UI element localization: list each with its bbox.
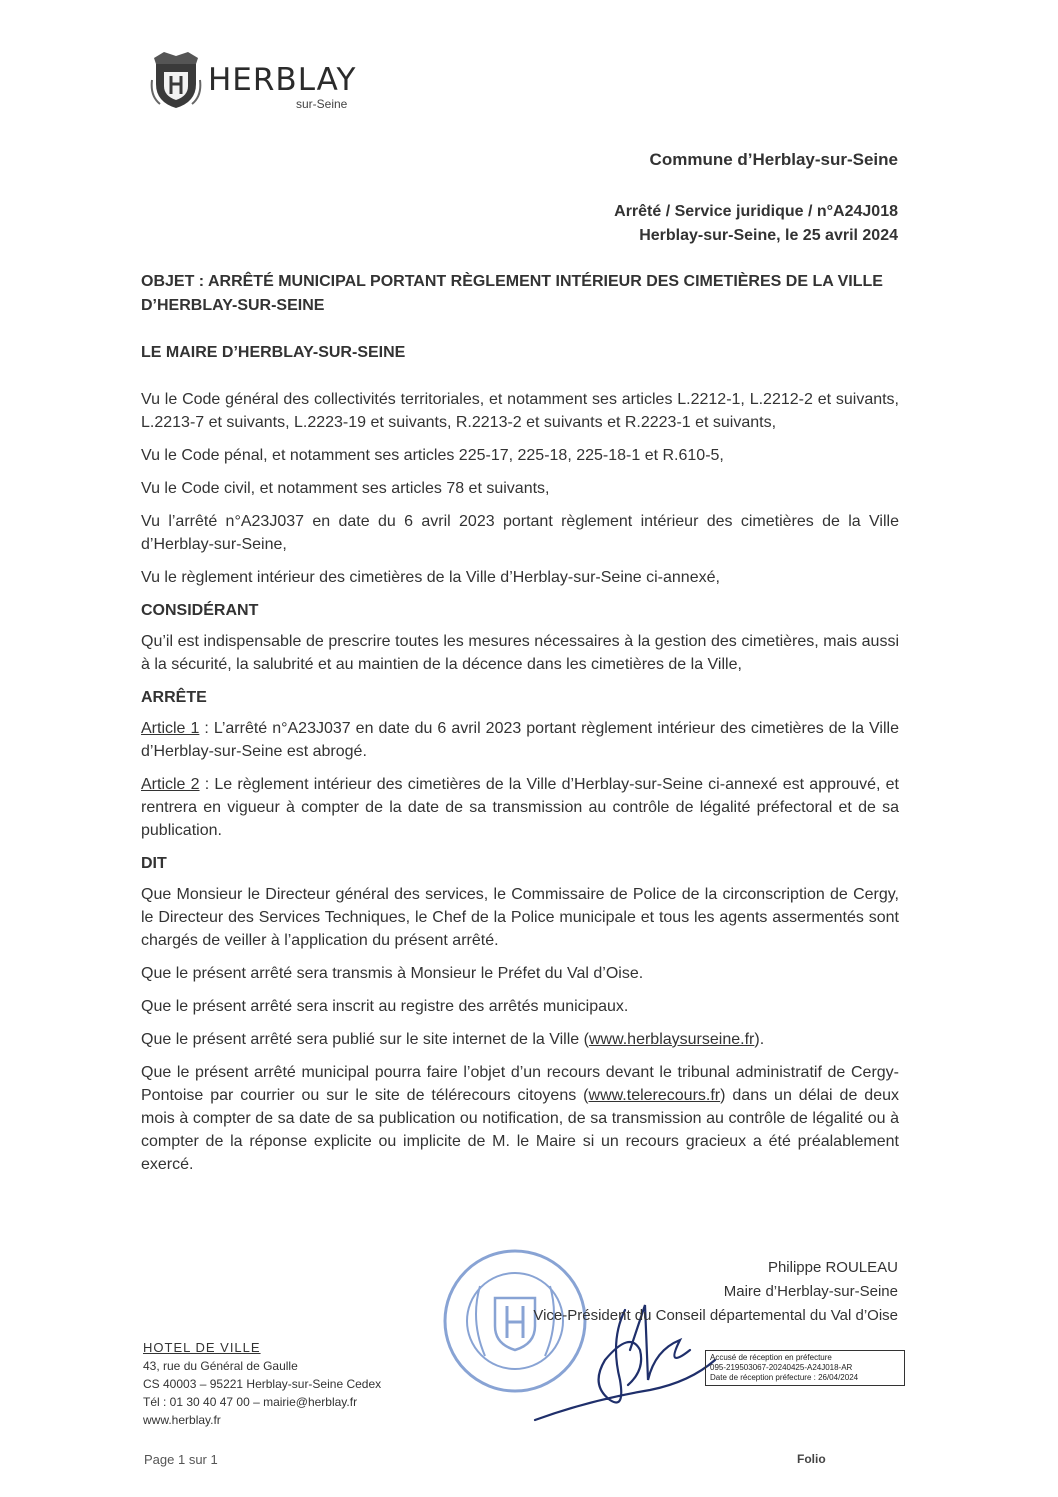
commune-name: Commune d’Herblay-sur-Seine (649, 150, 898, 169)
publication-paragraph: Que le présent arrêté sera publié sur le site internet de la Ville (www.herblaysurseine.fr). (141, 1031, 765, 1048)
article-paragraph (141, 717, 899, 763)
vu-paragraph: Vu le règlement intérieur des cimetières de la Ville d’Herblay-sur-Seine ci-annexé, (141, 569, 720, 586)
footer-address-line: CS 40003 – 95221 Herblay-sur-Seine Cedex (143, 1377, 382, 1391)
footer-contact: Tél : 01 30 40 47 00 – mairie@herblay.fr (143, 1395, 358, 1409)
article-label: Article 1 (141, 720, 200, 737)
prefecture-reception-box: Accusé de réception en préfecture 095-219503067-20240425-A24J018-AR Date de réception préfecture : 26/04/2024 (705, 1350, 905, 1386)
arrete-heading: ARRÊTE (141, 689, 207, 706)
dit-paragraph: Que le présent arrêté sera transmis à Monsieur le Préfet du Val d’Oise. (141, 965, 644, 982)
vu-paragraph: Vu le Code pénal, et notamment ses articles 225-17, 225-18, 225-18-1 et R.610-5, (141, 447, 724, 464)
footer-address-line: 43, rue du Général de Gaulle (143, 1359, 298, 1373)
footer-address (143, 1339, 381, 1429)
logo-wordmark: HERBLAY (208, 62, 357, 98)
footer-website[interactable]: www.herblay.fr (143, 1413, 221, 1427)
city-website-link[interactable]: www.herblaysurseine.fr (588, 1031, 755, 1048)
document-body (141, 388, 899, 1186)
considerant-paragraph: Qu’il est indispensable de prescrire toutes les mesures nécessaires à la gestion des cimetières, mais aussi à la sécurité, la salubrité et au maintien de la décence dans les cimetières de la Ville, (141, 633, 899, 673)
arrete-reference: Arrêté / Service juridique / n°A24J018 (614, 203, 898, 220)
document-subject: OBJET : ARRÊTÉ MUNICIPAL PORTANT RÈGLEMENT INTÉRIEUR DES CIMETIÈRES DE LA VILLE D’HERBLAY-SUR-SEINE (141, 273, 883, 314)
signatory-name: Philippe ROULEAU (767, 1259, 898, 1276)
telerecours-link[interactable]: www.telerecours.fr (588, 1087, 721, 1104)
signatory-role: Vice-Président du Conseil départemental du Val d’Oise (533, 1307, 898, 1324)
dit-heading: DIT (141, 855, 167, 872)
article-label: Article 2 (141, 776, 200, 793)
logo-subtitle: sur-Seine (296, 97, 348, 111)
signatory-role: Maire d’Herblay-sur-Seine (723, 1283, 898, 1300)
arrete-reference-block (614, 200, 898, 248)
article-text: : L’arrêté n°A23J037 en date du 6 avril 2023 portant règlement intérieur des cimetières de la Ville d’Herblay-sur-Seine est abrogé. (141, 720, 899, 760)
signature-block (533, 1256, 898, 1328)
herblay-logo (150, 50, 390, 120)
dit-paragraph: Que Monsieur le Directeur général des services, le Commissaire de Police de la circonscription de Cergy, le Directeur des Services Techniques, le Chef de la Police municipale et tous les agents assermentés sont chargés de veiller à l’application du présent arrêté. (141, 886, 899, 949)
vu-paragraph: Vu le Code général des collectivités territoriales, et notamment ses articles L.2212-1, L.2212-2 et suivants, L.2213-7 et suivants, L.2223-19 et suivants, R.2213-2 et suivants et R.2223-1 et suivants, (141, 391, 899, 431)
page-number: Page 1 sur 1 (144, 1452, 218, 1467)
vu-paragraph: Vu le Code civil, et notamment ses articles 78 et suivants, (141, 480, 550, 497)
footer-title: HOTEL DE VILLE (143, 1340, 261, 1355)
considerant-heading: CONSIDÉRANT (141, 602, 259, 619)
arrete-date: Herblay-sur-Seine, le 25 avril 2024 (639, 227, 898, 244)
article-text: : Le règlement intérieur des cimetières de la Ville d’Herblay-sur-Seine ci-annexé est approuvé, et rentrera en vigueur à compter de la date de sa transmission au contrôle de légalité préfectoral et de sa publication. (141, 776, 899, 839)
folio-label: Folio (797, 1452, 826, 1466)
recours-paragraph: Que le présent arrêté municipal pourra faire l’objet d’un recours devant le tribunal administratif de Cergy-Pontoise par courrier ou sur le site de télérecours citoyens (www.telerecours.fr) dans un délai de deux mois à compter de sa date de sa publication ou notification, de sa transmission au contrôle de légalité ou à compter de la réponse explicite ou implicite de M. le Maire si un recours gracieux a été préalablement exercé. (141, 1064, 900, 1173)
article-paragraph (141, 773, 899, 842)
maire-heading: LE MAIRE D’HERBLAY-SUR-SEINE (141, 344, 406, 361)
dit-paragraph: Que le présent arrêté sera inscrit au registre des arrêtés municipaux. (141, 998, 629, 1015)
city-crest-icon (150, 50, 202, 110)
vu-paragraph: Vu l’arrêté n°A23J037 en date du 6 avril 2023 portant règlement intérieur des cimetières de la Ville d’Herblay-sur-Seine, (141, 513, 899, 553)
